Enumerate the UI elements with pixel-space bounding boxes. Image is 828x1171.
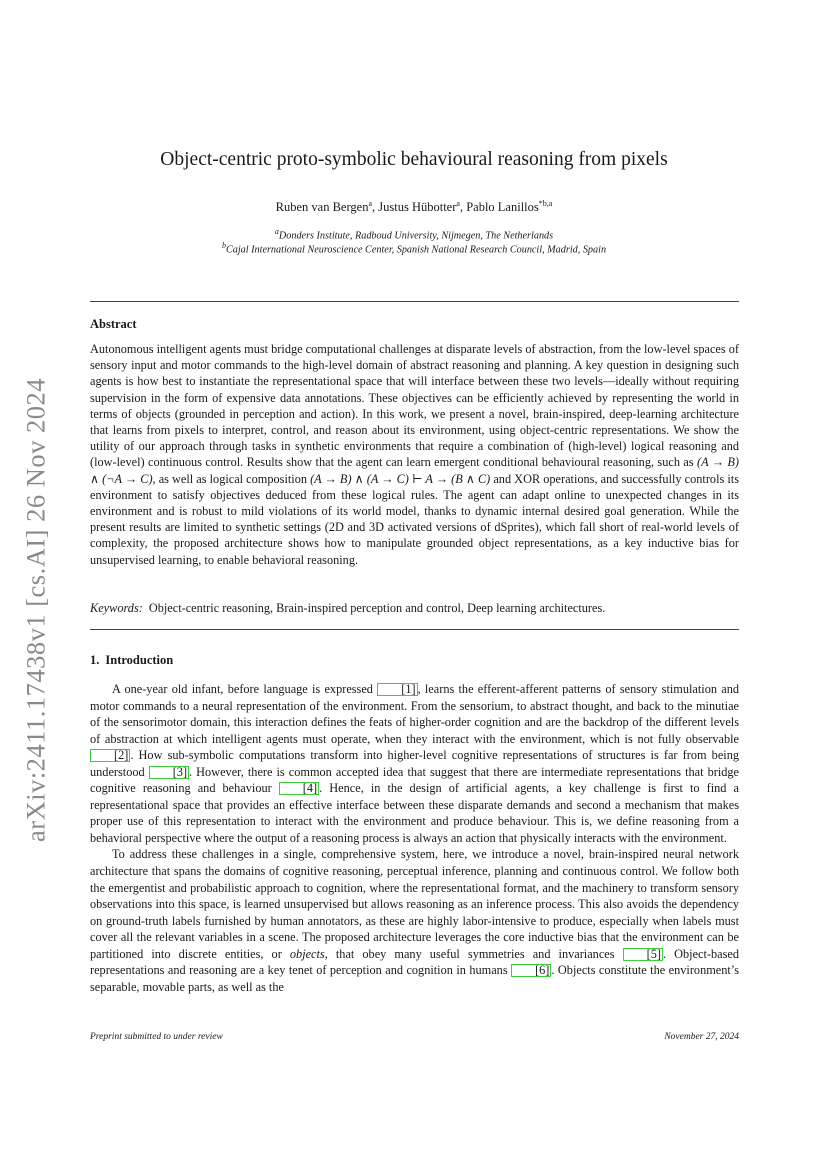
divider (90, 301, 739, 302)
paragraph (90, 681, 739, 846)
text-segment: . Objects constitute the environment’s separable, movable parts, as well as the (90, 963, 740, 994)
abstract-heading: Abstract (90, 317, 137, 331)
author-name: Justus Hübotter (378, 200, 457, 215)
arxiv-sidebar (14, 365, 58, 855)
citation-link[interactable]: [6] (511, 964, 551, 977)
affiliation-mark: b (221, 241, 226, 250)
keywords-label: Keywords: (90, 601, 143, 615)
paragraph (90, 846, 739, 995)
footer-date: November 27, 2024 (664, 1032, 739, 1042)
text-segment: . How sub-symbolic computations transform into higher-level cognitive representations of structures is far from being understood (90, 748, 739, 779)
abstract-text (90, 341, 739, 568)
affiliation-text: Donders Institute, Radboud University, Nijmegen, The Netherlands (278, 230, 554, 242)
abstract-segment: and XOR operations, and successfully controls its environment to satisfy objectives deduced from these logical rules. The agent can adapt online to unexpected changes in its environment and is robust to mild violations of its world model, thanks to dynamic internal desired goal generation. While the present results are limited to synthetic settings (2D and 3D activated versions of dSprites), which fall short of real-world levels of complexity, the proposed architecture shows how to manipulate grounded object representations, as a key inductive bias for unsupervised learning, to enable behavioral reasoning. (90, 471, 739, 567)
keywords (90, 600, 739, 616)
abstract-segment: , as well as logical composition (152, 471, 311, 486)
text-segment: . Hence, in the design of artificial agents, a key challenge is first to find a representational space that provides an effective interface between these disparate demands and second a mechanism that makes proper use of this representation to interact with the environment and produce behaviour. This is, we define reasoning from a behavioral perspective where the output of a reasoning process is always an action that physically interacts with the environment. (90, 781, 739, 845)
keywords-text: Object-centric reasoning, Brain-inspired perception and control, Deep learning architectures. (148, 601, 606, 615)
affiliation-mark: a (274, 227, 279, 236)
section-heading (90, 653, 173, 668)
section-title: Introduction (105, 653, 174, 667)
footer-preprint-note: Preprint submitted to under review (90, 1032, 223, 1042)
logic-formula: (A → B) ∧ (A → C) ⊢ A → (B ∧ C) (310, 471, 491, 486)
author-affiliation-mark: *b,a (538, 199, 553, 208)
text-segment: . However, there is common accepted idea that suggest that there are intermediate representations that bridge cognitive reasoning and behaviour (90, 764, 739, 796)
arxiv-identifier: arXiv:2411.17438v1 [cs.AI] 26 Nov 2024 (20, 377, 51, 843)
author-name: Ruben van Bergen (275, 200, 369, 215)
text-segment: A one-year old infant, before language is expressed (112, 682, 378, 696)
author-affiliation-mark: a (456, 199, 460, 208)
citation-link[interactable]: [3] (149, 766, 189, 779)
citation-link[interactable]: [1] (377, 683, 417, 696)
logic-formula: (A → B) ∧ (¬A → C) (90, 455, 740, 486)
text-segment: . Object-based representations and reasoning are a key tenet of perception and cognition in humans (90, 946, 739, 978)
paper-title: Object-centric proto-symbolic behavioural reasoning from pixels (160, 149, 668, 170)
text-segment: , learns the efferent-afferent patterns of sensory stimulation and motor commands to a neural representation of the environment. From the sensorium, to abstract thought, and back to the minutiae of the sensorimotor domain, this interaction defines the feats of higher-order cognition and are the backdrop of the different levels of abstraction at which intelligent agents must operate, when they interact with the environment, which is not fully observable (90, 682, 740, 746)
author-list: Ruben van Bergen$^a$, Justus Hübotter$^a$, Pablo Lanillos$^{*b,a}$ (275, 199, 553, 215)
introduction-body (90, 681, 739, 995)
citation-link[interactable]: [4] (279, 782, 319, 795)
affiliation-text: Cajal International Neuroscience Center, Spanish National Research Council, Madrid, Spain (225, 244, 607, 256)
text-segment: , that obey many useful symmetries and invariances (324, 946, 623, 961)
section-number: 1. (90, 653, 100, 667)
affiliation (0, 227, 828, 241)
author-affiliation-mark: a (368, 199, 373, 208)
abstract-segment: Autonomous intelligent agents must bridge computational challenges at disparate levels of abstraction, from the low-level spaces of sensory input and motor commands to the high-level domain of abstract reasoning and planning. A key question in designing such agents is how best to instantiate the representational space that will interface between these two levels—ideally without requiring supervision in the form of expensive data annotations. These objectives can be efficiently achieved by representing the world in terms of objects (grounded in perception and action). In this work, we present a novel, brain-inspired, deep-learning architecture that learns from pixels to interpret, control, and reason about its environment, using object-centric representations. We show the utility of our approach through tasks in synthetic environments that require a combination of (high-level) logical reasoning and (low-level) continuous control. Results show that the agent can learn emergent conditional behavioural reasoning, such as (90, 342, 739, 470)
emphasis-text: objects (289, 946, 325, 961)
author-name: Pablo Lanillos (466, 200, 539, 215)
divider (90, 629, 739, 630)
text-segment: To address these challenges in a single, comprehensive system, here, we introduce a novel, brain-inspired neural network architecture that spans the domains of cognitive reasoning, perceptual inference, planning and continuous control. We follow both the emergentist and probabilistic approach to cognition, where the representational format, and the machinery to transform sensory observations into this space, is learned unsupervised but allows reasoning as an inference process. This also avoids the dependency on ground-truth labels furnished by human annotators, as these are highly labor-intensive to produce, especially when labels must cover all the relevant variables in a scene. The proposed architecture leverages the core inductive bias that the environment can be partitioned into discrete entities, or (90, 847, 739, 961)
citation-link[interactable]: [5] (623, 948, 663, 961)
citation-link[interactable]: [2] (90, 749, 130, 762)
affiliation (0, 241, 828, 255)
